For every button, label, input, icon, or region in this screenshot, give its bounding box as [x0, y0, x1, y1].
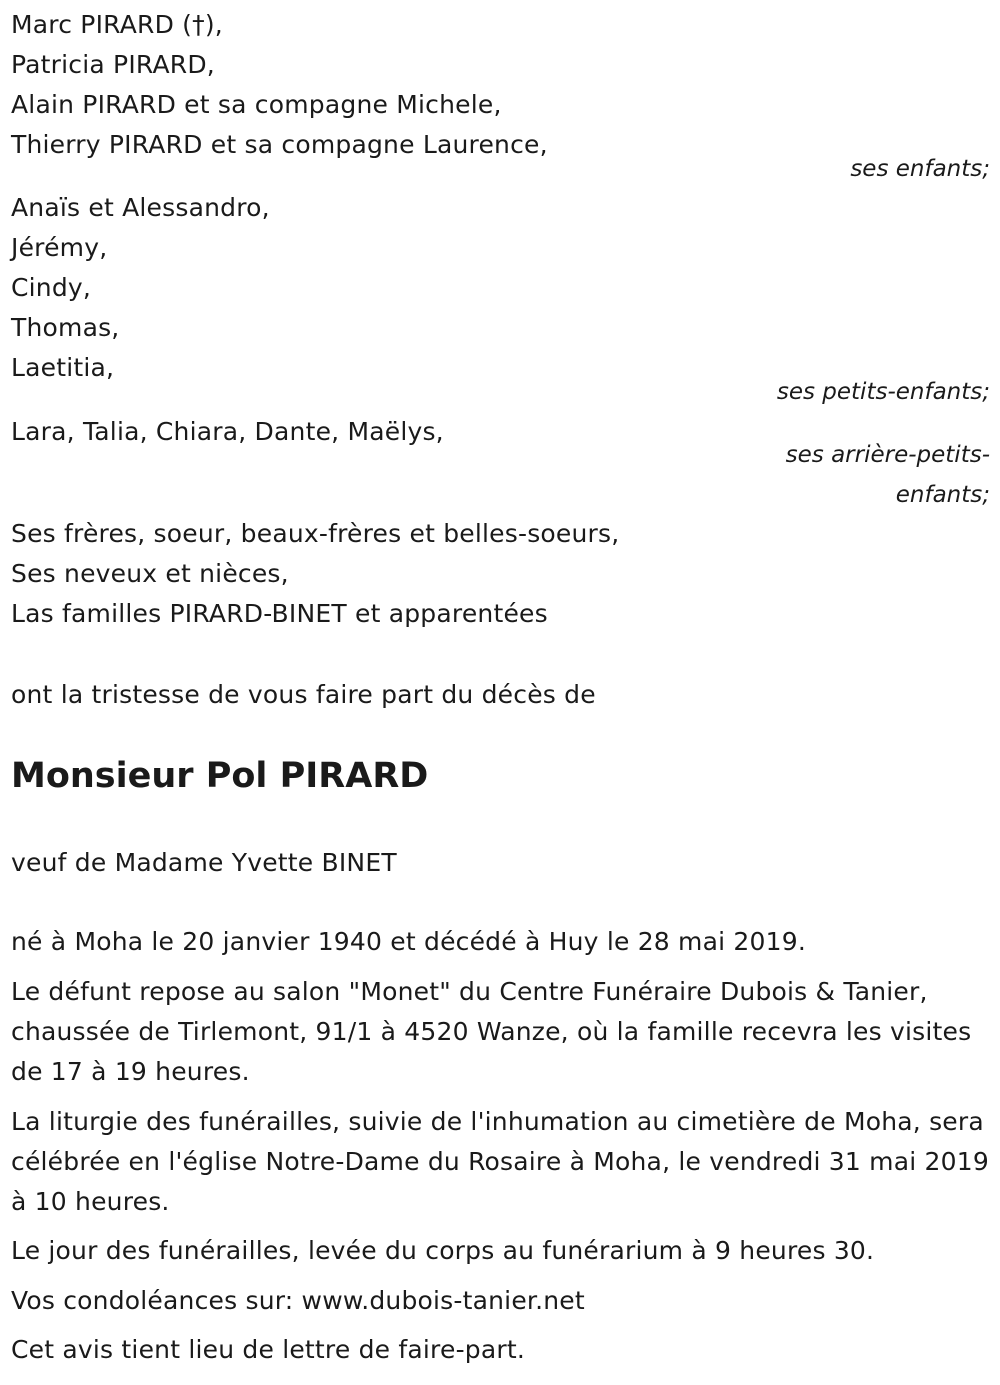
resting-paragraph: Le défunt repose au salon "Monet" du Centre Funéraire Dubois & Tanier, chaussée de Tirlemont, 91/1 à 4520 Wanze, où la famille recevra les visites de 17 à 19 heures. — [11, 977, 972, 1086]
procession-text: Le jour des funérailles, levée du corps au funérarium à 9 heures 30. — [11, 1236, 875, 1265]
grandchild-line: Cindy, — [11, 273, 92, 302]
grandchild-line: Jérémy, — [11, 233, 108, 262]
announcement-text: ont la tristesse de vous faire part du décès de — [11, 680, 596, 709]
great-grandchildren-role: ses arrière-petits- — [785, 442, 990, 468]
grandchild-line: Laetitia, — [11, 353, 115, 382]
deceased-name: Monsieur Pol PIRARD — [11, 756, 429, 796]
child-line: Alain PIRARD et sa compagne Michele, — [11, 90, 502, 119]
relatives-line: Ses neveux et nièces, — [11, 559, 289, 588]
grandchild-line: Thomas, — [11, 313, 120, 342]
great-grandchildren-line: Lara, Talia, Chiara, Dante, Maëlys, — [11, 417, 444, 446]
condolences-text: Vos condoléances sur: www.dubois-tanier.net — [11, 1286, 585, 1315]
great-grandchildren-role-cont: enfants; — [895, 482, 990, 508]
relatives-line: Las familles PIRARD-BINET et apparentées — [11, 599, 548, 628]
grandchild-line: Anaïs et Alessandro, — [11, 193, 270, 222]
liturgy-paragraph: La liturgie des funérailles, suivie de l'inhumation au cimetière de Moha, sera célébrée en l'église Notre-Dame du Rosaire à Moha, le vendredi 31 mai 2019 à 10 heures. — [11, 1107, 989, 1216]
grandchildren-role: ses petits-enfants; — [776, 379, 990, 405]
notice-text: Cet avis tient lieu de lettre de faire-part. — [11, 1335, 526, 1364]
relatives-line: Ses frères, soeur, beaux-frères et belles-soeurs, — [11, 519, 620, 548]
child-line: Marc PIRARD (†), — [11, 10, 223, 39]
children-role: ses enfants; — [850, 156, 990, 182]
child-line: Patricia PIRARD, — [11, 50, 215, 79]
birth-death-text: né à Moha le 20 janvier 1940 et décédé à Huy le 28 mai 2019. — [11, 927, 806, 956]
child-line: Thierry PIRARD et sa compagne Laurence, — [11, 130, 548, 159]
widower-text: veuf de Madame Yvette BINET — [11, 848, 397, 877]
